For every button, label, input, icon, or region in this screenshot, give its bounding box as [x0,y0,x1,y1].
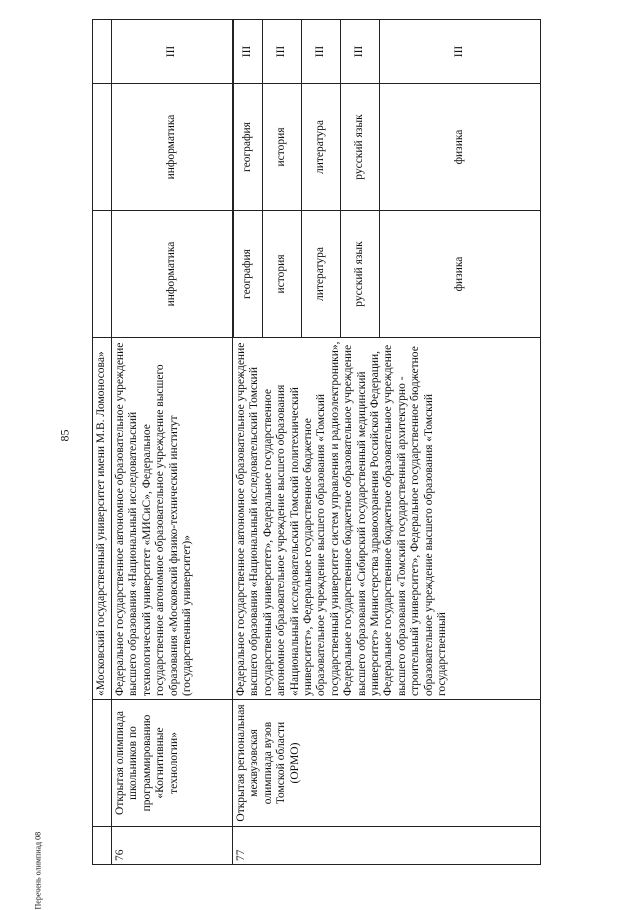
cell-num: 77 [233,827,541,865]
cell-subject: история [263,211,302,338]
cell-num [93,827,112,865]
cell-level: III [302,20,341,84]
cell-organizer: «Московский государственный университет имени М.В. Ломоносова» [93,338,112,700]
cell-organizer: Федеральное государственное автономное образовательное учреждение высшего образования «Национальный исследовательский Томский государственный университет», Федеральное государственное автономное образовательное учреждение высшего образования «Национальный исследовательский Томский политехнический университет», Федеральное государственное бюджетное образовательное учреждение высшего образования «Томский государственный университет систем управления и радиоэлектроники», Федеральное государственное бюджетное образовательное учреждение высшего образования «Сибирский государственный медицинский университет» Министерства здравоохранения Российской Федерации, Федеральное государственное бюджетное образовательное учреждение высшего образования «Томский государственный архитектурно - строительный университет», Федеральное государственное бюджетное образовательное учреждение высшего образования «Томский государственный [233,338,541,700]
cell-profile: география [234,84,263,211]
footer-label: Перечень олимпиад 08 [33,831,43,910]
cell-subject: русский язык [341,211,380,338]
table-row [112,20,233,865]
cell-profile: физика [380,84,541,211]
cell-profile: информатика [112,84,233,211]
cell-subject [93,211,112,338]
cell-organizer: Федеральное государственное автономное образовательное учреждение высшего образования «Национальный исследовательский технологический университет «МИСиС», Федеральное государственное автономное образовательное учреждение высшего образования «Московский физико-технический институт (государственный университет)» [112,338,233,700]
cell-subject: информатика [112,211,233,338]
cell-level: III [380,20,541,84]
cell-level: III [263,20,302,84]
cell-profile: литература [302,84,341,211]
cell-profile: русский язык [341,84,380,211]
olympiad-table-sheet [92,20,572,865]
olympiad-table [92,19,541,865]
cell-name [93,700,112,827]
page-number: 85 [57,429,72,442]
cell-num: 76 [112,827,233,865]
cell-subject: география [234,211,263,338]
cell-name: Открытая региональная межвузовская олимпиада вузов Томской области (ОРМО) [233,700,541,827]
cell-name: Открытая олимпиада школьников по программированию «Когнитивные технологии» [112,700,233,827]
cell-profile: история [263,84,302,211]
table-row [93,20,112,865]
cell-level: III [112,20,233,84]
cell-level [93,20,112,84]
cell-level: III [234,20,263,84]
cell-level: III [341,20,380,84]
cell-profile [93,84,112,211]
cell-subject: литература [302,211,341,338]
cell-subject: физика [380,211,541,338]
